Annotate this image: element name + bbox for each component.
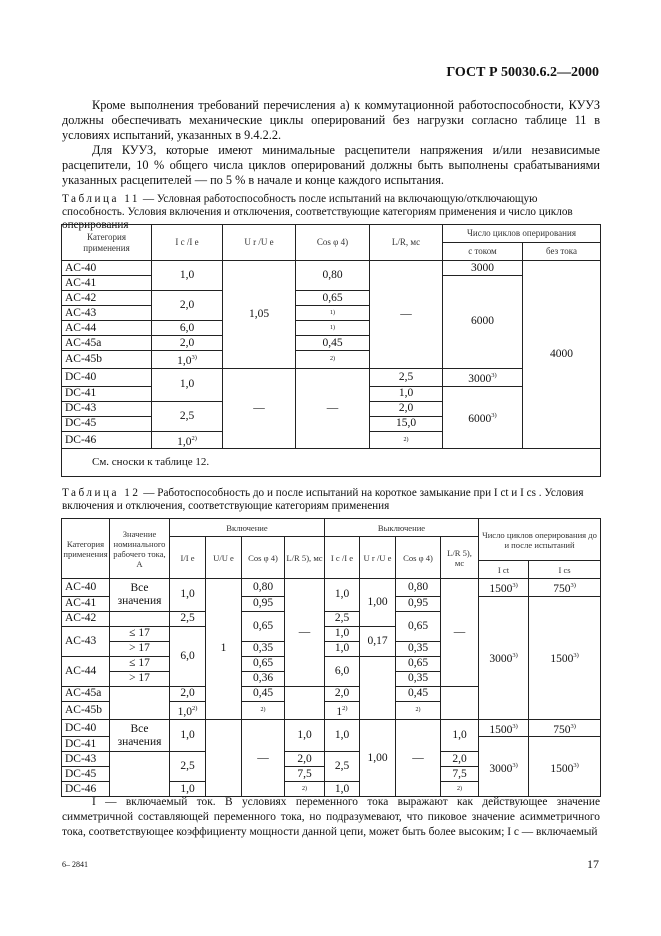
t12-head-lr: L/R 5), мс: [285, 537, 325, 579]
t12-ict-footnote: 3): [512, 582, 518, 589]
t12-make-lr-ac: —: [285, 579, 325, 687]
t12-ics: [529, 719, 601, 737]
t12-make-cos: 0,36: [242, 671, 285, 686]
t12-ics-footnote: 3): [573, 761, 579, 769]
t11-ii-value: 1,0: [177, 354, 192, 367]
t12-ics: [529, 737, 601, 797]
t12-brk-uu-empty: [360, 656, 396, 719]
t12-cat: AC-44: [62, 656, 110, 686]
t12-ics-footnote: 3): [573, 652, 579, 660]
t11-ii-footnote: 3): [191, 354, 197, 361]
t11-cat: AC-45a: [62, 336, 152, 351]
t12-cat: DC-45: [62, 767, 110, 782]
t12-ict-footnote: 3): [512, 722, 518, 730]
t12-head-u-ue: U/U e: [206, 537, 242, 579]
t12-head-cos: Cos φ 4): [242, 537, 285, 579]
paragraph-2: Для КУУЗ, которые имеют минимальные расцепители напряжения и/или независимые расцепители, 10 % общего числа циклов оперирований должны быть выполнены срабатываниями указанных расцепителей — по 5 % в начале и конце каждого испытания.: [62, 143, 600, 187]
t12-make-uu-dc: [206, 719, 242, 797]
t11-without: 4000: [523, 261, 601, 449]
t12-brk-lr: 7,5: [441, 767, 479, 782]
t11-ii: 2,5: [152, 401, 223, 431]
t12-brk-cos-dc: —: [396, 719, 441, 797]
t11-head-ic-ie: I c /I e: [152, 225, 223, 261]
t12-head-break: Выключение: [325, 519, 479, 537]
t12-make-ii: 6,0: [170, 626, 206, 686]
t12-make-cos: 0,35: [242, 641, 285, 656]
t11-cos: 0,65: [296, 291, 370, 306]
t12-brk-cos: 0,45: [396, 686, 441, 701]
table-11: [61, 224, 601, 477]
t11-with: 3000: [443, 261, 523, 276]
t12-ics-value: 750: [553, 582, 571, 595]
t12-brk-lr-empty: [441, 686, 479, 719]
t11-cos-footnote: 1): [296, 306, 370, 321]
t11-cat: AC-42: [62, 291, 152, 306]
t12-head-i-ie: I/I e: [170, 537, 206, 579]
page-number: 17: [587, 857, 599, 871]
t12-brk-uu: 1,00: [360, 579, 396, 627]
t12-ict-value: 3000: [489, 762, 513, 775]
t12-make-cos: 0,80: [242, 579, 285, 597]
table12-footnote: I — включаемый ток. В условиях переменного тока выражают как действующее значение симметричной составляющей переменного тока, но подразумевают, что пиковое значение асимметричного тока, соответствующее коэффициенту мощности данной цепи, может быть более высоким; I c — включаемый: [62, 796, 600, 838]
t11-cos-footnote: 2): [296, 351, 370, 369]
t12-brk-ii: 2,0: [325, 686, 360, 701]
t12-brk-ii: 6,0: [325, 656, 360, 686]
t12-head-category: Категория применения: [62, 519, 110, 579]
t12-make-ii: 1,0: [170, 782, 206, 797]
t12-brk-ii-footnote: 2): [342, 704, 348, 712]
t11-cat: DC-41: [62, 386, 152, 401]
t11-ii: 1,0: [152, 368, 223, 401]
t12-brk-ii: 1,0: [325, 626, 360, 641]
t11-with: 6000: [443, 276, 523, 369]
t11-head-without-current: без тока: [523, 243, 601, 261]
t12-brk-lr-ac: —: [441, 579, 479, 687]
t12-ics-footnote: 3): [570, 722, 576, 730]
table12-caption-text: — Работоспособность до и после испытаний на короткое замыкание при I ct и I cs . Условия включения и отключения, соответствующие категориям применения: [62, 487, 584, 512]
t12-head-cycles: Число циклов оперирования до и после испытаний: [479, 519, 601, 561]
t12-make-cos: 0,45: [242, 686, 285, 701]
t12-brk-ii: 2,5: [325, 611, 360, 626]
t12-make-ii-footnote: 2): [191, 704, 198, 712]
t11-lr: 2,0: [370, 401, 443, 416]
t11-uu: 1,05: [223, 261, 296, 369]
t12-make-lr: 7,5: [285, 767, 325, 782]
t12-cat: DC-46: [62, 782, 110, 797]
t12-ict-value: 3000: [489, 653, 513, 666]
t12-head-make: Включение: [170, 519, 325, 537]
t11-cos: 0,80: [296, 261, 370, 291]
t11-cat: DC-45: [62, 416, 152, 431]
t12-cat: AC-41: [62, 596, 110, 611]
t11-ii-value: 1,0: [177, 435, 192, 448]
t11-head-ur-ue: U r /U e: [223, 225, 296, 261]
t12-cat: AC-45a: [62, 686, 110, 701]
t11-head-category: Категория применения: [62, 225, 152, 261]
t11-head-lr: L/R, мс: [370, 225, 443, 261]
t12-make-ii: 2,5: [170, 752, 206, 782]
t12-make-cos: 0,65: [242, 611, 285, 641]
t12-nominal-all: Все значения: [110, 719, 170, 752]
t12-ics: [529, 596, 601, 719]
t12-cat: DC-43: [62, 752, 110, 767]
table12-caption: [62, 487, 602, 513]
paragraph-1: Кроме выполнения требований перечисления а) к коммутационной работоспособности, КУУЗ должны обеспечивать механические циклы оперирований без нагрузки согласно таблице 11 в условиях испытаний, указанных в 9.4.2.2.: [62, 98, 600, 142]
t12-nominal-empty: [110, 752, 170, 797]
t11-note: См. сноски к таблице 12.: [62, 449, 601, 477]
t12-brk-ii: [325, 701, 360, 719]
t12-head-ur-ue: U r /U e: [360, 537, 396, 579]
t11-cat: AC-45b: [62, 351, 152, 369]
t12-ict-value: 1500: [489, 723, 513, 736]
t12-make-cos: 0,95: [242, 596, 285, 611]
t11-ii: [152, 351, 223, 369]
t11-with-value: 3000: [468, 372, 492, 385]
t12-ics-value: 1500: [550, 762, 574, 775]
t12-brk-cos: 0,35: [396, 671, 441, 686]
t12-make-lr-empty: [285, 686, 325, 719]
t12-brk-ii: 2,5: [325, 752, 360, 782]
t12-cat: AC-43: [62, 626, 110, 656]
t12-ics-value: 1500: [550, 653, 574, 666]
t12-ict-footnote: 3): [512, 761, 518, 769]
t11-cat: AC-40: [62, 261, 152, 276]
t12-make-ii-value: 1,0: [177, 705, 192, 718]
t12-head-ict: I ct: [479, 561, 529, 579]
t12-brk-cos: 0,95: [396, 596, 441, 611]
t12-make-ii: [170, 701, 206, 719]
t12-head-lr-break: L/R 5), мс: [441, 537, 479, 579]
table11-caption-lead: Таблица 11: [62, 193, 141, 205]
t11-lr: 15,0: [370, 416, 443, 431]
t12-brk-ii: 1,0: [325, 579, 360, 612]
t11-cat: DC-43: [62, 401, 152, 416]
t12-make-ii: 1,0: [170, 719, 206, 752]
print-signature: 6– 2841: [62, 860, 88, 869]
t12-make-ii: 2,5: [170, 611, 206, 626]
table11-caption-text: — Условная работоспособность после испытаний на включающую/отключающую способность. Условия включения и отключения, соответствующие категориям применения и число циклов оперирования: [62, 193, 573, 231]
t12-brk-cos: 0,35: [396, 641, 441, 656]
t11-lr-footnote: 2): [370, 431, 443, 449]
t12-cat: AC-42: [62, 611, 110, 626]
t11-cos: 0,45: [296, 336, 370, 351]
t12-ict: [479, 737, 529, 797]
t12-make-cos-dc: —: [242, 719, 285, 797]
t11-cat: DC-46: [62, 431, 152, 449]
t12-brk-lr-footnote: 2): [441, 782, 479, 797]
t12-brk-cos-footnote: 2): [396, 701, 441, 719]
t12-ics-value: 750: [553, 723, 571, 736]
t12-cat: AC-40: [62, 579, 110, 597]
t11-cat: AC-41: [62, 276, 152, 291]
t12-brk-ii: 1,0: [325, 641, 360, 656]
t12-ics-footnote: 3): [570, 582, 576, 589]
t11-lr: 2,5: [370, 368, 443, 386]
t12-nominal-gt17: > 17: [110, 641, 170, 656]
t11-ii: 6,0: [152, 321, 223, 336]
t12-make-lr: 1,0: [285, 719, 325, 752]
t12-nominal-empty: [110, 686, 170, 719]
t12-nominal-le17: ≤ 17: [110, 626, 170, 641]
t12-brk-cos: 0,65: [396, 656, 441, 671]
t12-nominal-le17: ≤ 17: [110, 656, 170, 671]
t12-brk-uu: 1,00: [360, 719, 396, 797]
t11-cat: DC-40: [62, 368, 152, 386]
t12-brk-ii-value: 1: [336, 705, 343, 718]
t12-head-ics: I cs: [529, 561, 601, 579]
t12-cat: AC-45b: [62, 701, 110, 719]
t11-ii: 2,0: [152, 291, 223, 321]
t11-with-footnote: 3): [491, 371, 497, 379]
t11-with-value: 6000: [468, 412, 492, 425]
t12-nominal-all: Все значения: [110, 579, 170, 612]
t12-head-cos-break: Cos φ 4): [396, 537, 441, 579]
t11-head-cos: Cos φ 4): [296, 225, 370, 261]
t12-make-cos: 0,65: [242, 656, 285, 671]
t11-lr: 1,0: [370, 386, 443, 401]
t11-cos-dc: —: [296, 368, 370, 449]
t12-ics: [529, 579, 601, 597]
t11-lr-ac: —: [370, 261, 443, 369]
table12-caption-lead: Таблица 12: [62, 487, 141, 499]
t12-brk-ii: 1,0: [325, 782, 360, 797]
t12-make-ii: 2,0: [170, 686, 206, 701]
t12-head-nominal: Значение номинального рабочего тока, А: [110, 519, 170, 579]
t12-nominal-gt17: > 17: [110, 671, 170, 686]
t12-make-lr-footnote: 2): [285, 782, 325, 797]
t12-brk-cos: 0,65: [396, 611, 441, 641]
t11-ii: 2,0: [152, 336, 223, 351]
t11-head-with-current: с током: [443, 243, 523, 261]
t11-ii-footnote: 2): [191, 434, 197, 442]
t12-make-ii: 1,0: [170, 579, 206, 612]
t11-with: [443, 386, 523, 449]
t12-brk-lr: 2,0: [441, 752, 479, 767]
t12-make-uu: 1: [206, 579, 242, 720]
t12-make-lr: 2,0: [285, 752, 325, 767]
t12-nominal-empty: [110, 611, 170, 626]
t12-cat: DC-40: [62, 719, 110, 737]
t12-brk-cos: 0,80: [396, 579, 441, 597]
t12-ict-footnote: 3): [512, 652, 518, 660]
t11-cat: AC-44: [62, 321, 152, 336]
t11-with: [443, 368, 523, 386]
t12-cat: DC-41: [62, 737, 110, 752]
t12-brk-ii: 1,0: [325, 719, 360, 752]
t12-ict: [479, 596, 529, 719]
t12-ict: [479, 719, 529, 737]
t12-brk-lr: 1,0: [441, 719, 479, 752]
t12-ict-value: 1500: [489, 582, 513, 595]
t12-brk-uu: 0,17: [360, 626, 396, 656]
t11-head-cycles: Число циклов оперирования: [443, 225, 601, 243]
document-header: ГОСТ Р 50030.6.2—2000: [446, 65, 599, 80]
t12-ict: [479, 579, 529, 597]
t11-with-footnote: 3): [491, 412, 497, 420]
table-12: [61, 518, 601, 797]
t12-make-cos-footnote: 2): [242, 701, 285, 719]
t11-ii: [152, 431, 223, 449]
t11-ii: 1,0: [152, 261, 223, 291]
t11-uu-dc: —: [223, 368, 296, 449]
t11-cos-footnote: 1): [296, 321, 370, 336]
t11-cat: AC-43: [62, 306, 152, 321]
t12-head-ic-ie: I c /I e: [325, 537, 360, 579]
